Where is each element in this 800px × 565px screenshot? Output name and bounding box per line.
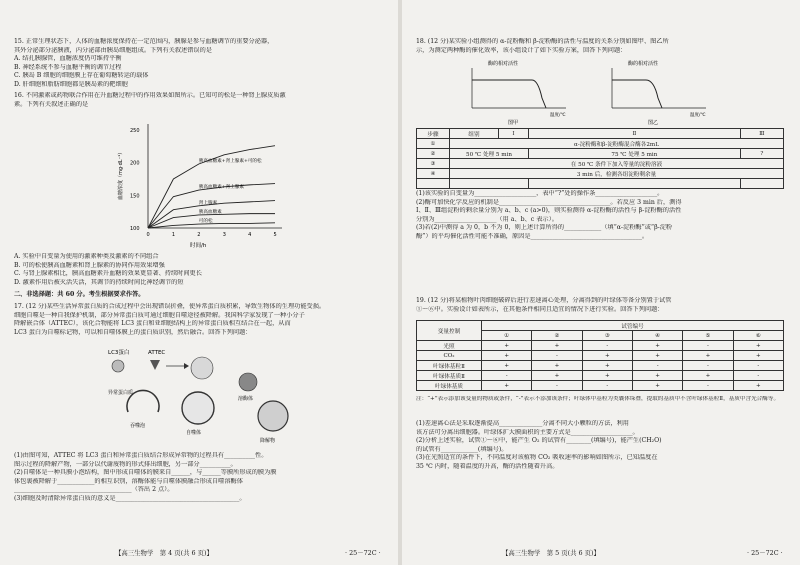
q19-cell: + [482, 341, 532, 351]
q17-sub: 图示过程的降解产物，一部分以代谢废物的形式排出细胞，另一部分__________。 [14, 460, 237, 468]
q17-line: 17. (12 分)某些生活异常蛋白质的合成过程中会出现错误折叠，使异常蛋白质积累，导致生物体的生理功能受损。 [14, 303, 326, 310]
q18-table [416, 128, 784, 189]
q19-cell: + [482, 381, 532, 391]
q17-sub: 体包裹被降解于____________的相互识别，溶酶体能与自噬体膜融合形成自噬溶酶体 [14, 477, 243, 485]
q19-cell: - [482, 371, 532, 381]
q19-cell: - [632, 361, 682, 371]
autophagosome-icon [182, 392, 214, 424]
q18-step: ① [417, 139, 450, 149]
chart-jia-title: 酶的相对活性 [488, 61, 519, 67]
q15-option: B. 神经系统不参与血糖平衡的调节过程 [14, 63, 122, 71]
q18-head-1: Ⅰ [499, 129, 529, 139]
series-label: 胰高血糖素 [198, 209, 222, 215]
q19-cell: - [532, 351, 582, 361]
q18-row [417, 159, 784, 169]
q19-subquestions [416, 420, 786, 472]
q19-cell: + [482, 351, 532, 361]
q18-row [417, 179, 784, 189]
q18-chart-jia [462, 58, 582, 126]
q16-line: 16. 不同激素或药物联合作用在升血糖过程中的作用效果如图所示。已知可的松是一种肾上腺皮质激 [14, 92, 286, 99]
q19-note [416, 396, 786, 404]
q18-line: 18. (12 分)某实验小组测得的 α-淀粉酶和 β-淀粉酶的活性与温度的关系分别如图甲、图乙所 [416, 38, 669, 45]
q16-line: 素。下列有关叙述正确的是 [14, 100, 89, 108]
q19-table-head [417, 321, 784, 331]
q18-cell [740, 179, 783, 189]
q19-cell: - [683, 381, 733, 391]
section-2-title: 二、非选择题：共 60 分。考生根据要求作答。 [14, 291, 145, 298]
q18-row [417, 169, 784, 179]
q19-row [417, 361, 784, 371]
q19-sub: (1)差速离心法是采取逐渐提高______________分离不同大小颗粒的方法，利用 [416, 420, 629, 427]
question-18 [416, 38, 786, 55]
chart-xlabel: 时间/h [190, 243, 207, 249]
lc3-protein-icon [112, 360, 124, 372]
q18-cell: 在 50 ℃ 条件下加入等量的淀粉溶液 [450, 159, 784, 169]
q19-sub: 35 ℃ 内时，随着温度的升高，酶的活性随着升高。 [416, 462, 559, 470]
q16-option: B. 可的松使胰高血糖素和肾上腺素的协同作用效果增强 [14, 261, 165, 269]
label-lc3: LC3蛋白 [108, 350, 130, 356]
q19-cell: - [683, 341, 733, 351]
q18-cell: 3 min 后，检测各组淀粉剩余量 [450, 169, 784, 179]
q19-tube: ① [482, 331, 532, 341]
q19-row-label: 光照 [417, 341, 482, 351]
q17-autophagy-diagram [88, 342, 308, 447]
q18-row [417, 149, 784, 159]
x-tick-label: 0 [146, 232, 150, 238]
q19-row-label: 叶绿体基质Ⅱ [417, 371, 482, 381]
q18-cell: 50 ℃ 处理 5 min [450, 149, 529, 159]
autolysosome-icon [258, 401, 288, 431]
q19-tube: ⑥ [733, 331, 783, 341]
q19-cell: + [733, 341, 783, 351]
q18-cell: α-淀粉酶和β-淀粉酶混合酶各2mL [450, 139, 784, 149]
label-phagophore: 吞噬泡 [130, 423, 146, 429]
q19-cell: - [733, 371, 783, 381]
q16-line-chart [110, 110, 300, 250]
q18-sub: 分别为____________________（用 a、b、c 表示）。 [416, 215, 558, 223]
q19-row-label: CO₂ [417, 351, 482, 361]
left-page [0, 0, 398, 565]
chart-jia-xlabel: 温度/℃ [550, 113, 566, 118]
chart-yi-curve [612, 80, 662, 108]
q15-line: 其外分泌部分泌胰液，内分泌部由胰岛细胞组成。下列有关叙述错误的是 [14, 46, 212, 54]
question-15 [14, 38, 384, 90]
q15-line: 15. 正常生理状态下，人体的血糖浓度保持在一定范围内，胰腺是参与血糖调节的重要分泌器， [14, 38, 274, 45]
y-tick-label: 250 [130, 128, 140, 134]
q18-step: ④ [417, 169, 450, 179]
q15-option: C. 胰岛 B 细胞的细胞膜上存在葡萄糖转运的载体 [14, 72, 149, 80]
arrow-head-icon [184, 363, 189, 369]
q19-row-label: 叶绿体基粒Ⅱ [417, 361, 482, 371]
q18-step [417, 179, 450, 189]
q16-option: D. 激素作用后被灭活失活，其调节的持续时间比神经调节的短 [14, 278, 184, 286]
x-tick-label: 4 [248, 232, 252, 238]
label-lysosome: 溶酶体 [238, 396, 254, 402]
q19-tube: ⑤ [683, 331, 733, 341]
q19-sub: (3)在光照适宜的条件下，不同温度对该植物 CO₂ 吸收速率的影响如图所示，已知温度在 [416, 454, 658, 462]
q18-sub: (2)酶可加快化学反应的机制是____________________________________。若反应 3 min 后，测得 [416, 198, 682, 206]
series-label: 胰高血糖素+肾上腺素+可的松 [198, 158, 262, 164]
label-attec: ATTEC [148, 350, 166, 356]
q19-cell: - [582, 341, 632, 351]
x-tick-label: 2 [197, 232, 201, 238]
q19-cell: + [683, 371, 733, 381]
q19-head-var: 变量控制 [417, 321, 482, 341]
y-tick-label: 100 [130, 226, 140, 232]
complex-icon [191, 357, 213, 379]
left-footer-code: · 25－72C · [345, 549, 381, 557]
q18-cell: 75 ℃ 处理 5 min [529, 149, 741, 159]
q18-line: 示，为测定两种酶的催化效率，该小组设计了如下实验方案，回答下列问题： [416, 46, 627, 54]
label-autophagosome: 自噬体 [186, 430, 202, 436]
chart-jia-curve [472, 80, 546, 108]
question-19 [416, 297, 786, 314]
q19-cell: + [733, 381, 783, 391]
q19-line: ①～⑥中。实验设计如表所示，在其他条件相同且适宜的情况下进行实验。回答下列问题： [416, 305, 664, 313]
q19-cell: + [733, 351, 783, 361]
attec-molecule-icon [150, 360, 160, 370]
label-degraded: 降解物 [260, 438, 276, 444]
y-tick-label: 150 [130, 193, 140, 200]
chart-yi-title: 酶的相对活性 [628, 61, 659, 67]
q18-cell [450, 179, 529, 189]
q17-subquestions [14, 452, 384, 504]
q19-cell: - [532, 381, 582, 391]
q19-cell: + [683, 351, 733, 361]
q19-row [417, 381, 784, 391]
q18-subquestions [416, 190, 786, 242]
right-footer-code: · 25－72C · [747, 549, 783, 557]
q17-sub: (1)由图可知，ATTEC 将 LC3 蛋白和异常蛋白质结合形成异常物的过程具有__________性。 [14, 452, 268, 459]
q19-cell: + [582, 351, 632, 361]
q16-option: C. 与肾上腺素相比，胰高血糖素升血糖的效果更显著、持续时间更长 [14, 270, 202, 278]
q18-head-group: 组别 [450, 129, 499, 139]
q19-tube: ② [532, 331, 582, 341]
chart-yi-xlabel: 温度/℃ [690, 113, 706, 118]
chart-ylabel: 血糖浓度（mg·dL⁻¹） [118, 149, 124, 200]
x-tick-label: 1 [171, 232, 176, 238]
q19-line: 19. (12 分)将某植物叶肉细胞破碎后进行差速离心处理，分离得到的叶绿体等备分别置于试管 [416, 297, 672, 304]
q19-cell: + [632, 351, 682, 361]
q19-cell: + [632, 371, 682, 381]
q19-row-label: 叶绿体基质 [417, 381, 482, 391]
q18-cell [529, 179, 741, 189]
q18-step: ③ [417, 159, 450, 169]
right-footer-title: 【高三生物学 第 5 页(共 6 页)】 [502, 549, 600, 557]
q19-cell: + [632, 381, 682, 391]
q18-table-head [417, 129, 784, 139]
q16-options [14, 253, 384, 287]
q19-note-text: 注：“+”表示添加该变量的物质或条件，“-”表示不添加该条件；叶绿体中基粒为类囊体垛叠，提取的基质中不含叶绿体基粒Ⅱ，基质中含光合酶等。 [416, 396, 780, 402]
chart-yi-caption: 图乙 [648, 120, 659, 126]
q17-line: LC3 蛋白为自噬标记物，可以和自噬体膜上的蛋白质识别，然后融合。回答下列问题： [14, 328, 252, 336]
q17-line: 细胞自噬是一种自我保护机制，部分异常蛋白质可通过细胞自噬途径被降解。我国科学家发现了一种小分子 [14, 311, 305, 319]
series-label: 肾上腺素 [198, 200, 218, 206]
lysosome-icon [239, 373, 257, 391]
q19-sub: (2)分析上述实验，试管①～⑥中，能产生 O₂ 的试管有________(填编号)，能产生(CH₂O) [416, 437, 662, 445]
q18-head-2: Ⅱ [529, 129, 741, 139]
q19-sub: 的试管有____________(填编号)。 [416, 445, 508, 453]
q19-cell: + [632, 341, 682, 351]
q19-cell: + [532, 341, 582, 351]
q17-sub: ______________________________________（答出 2 点）。 [14, 486, 174, 494]
q17-sub: (3)细胞及时清除异常蛋白质的意义是________________________________________。 [14, 494, 246, 502]
q18-sub: 酶”）的平均催化活性可能不准确，原因是____________________________________。 [416, 232, 649, 240]
q19-head-group: 试管编号 [482, 321, 784, 331]
q17-line: 降解嵌合体（ATTEC），该化合物能将 LC3 蛋白和亚细胞结构上的异常蛋白质相互结合在一起，从而 [14, 320, 291, 328]
q19-cell: + [582, 361, 632, 371]
q18-head-step: 步骤 [417, 129, 450, 139]
q16-option: A. 实验中自变量为使用的激素种类及激素的不同组合 [14, 253, 159, 260]
q19-cell: + [582, 371, 632, 381]
q18-cell: ? [740, 149, 783, 159]
q19-cell: + [482, 361, 532, 371]
q19-cell: - [582, 381, 632, 391]
q17-sub: (2)自噬体是一种具膜小泡结构，图中形成自噬体的膜来自______，与______等膜所形成的膜为膜 [14, 469, 277, 477]
label-abnormal-protein: 异常蛋白质 [108, 390, 134, 396]
q19-row [417, 341, 784, 351]
q18-head-3: Ⅲ [740, 129, 783, 139]
q15-option: A. 结扎胰腺管，血糖浓度仍可维持平衡 [14, 55, 122, 63]
q18-sub: Ⅰ、Ⅱ、Ⅲ组淀粉的剩余量分别为 a、b、c (a>0)，则实验测得 α-淀粉酶的活性与 β-淀粉酶的活性 [416, 207, 682, 215]
q18-row [417, 139, 784, 149]
right-page [402, 0, 800, 565]
q18-sub: (1)该实验的自变量为____________________，表中“?”处的操作条____________________。 [416, 190, 664, 197]
chart-jia-caption: 图甲 [508, 120, 519, 126]
q19-row [417, 371, 784, 381]
x-tick-label: 5 [273, 232, 277, 238]
series-label: 胰高血糖素+肾上腺素 [198, 185, 245, 191]
q19-cell: - [733, 361, 783, 371]
q19-tube: ④ [632, 331, 682, 341]
q19-cell: + [532, 371, 582, 381]
q18-sub: (3)若(2)中测得 a 为 0，b 不为 0，则上述计算所得的____________（填“α-淀粉酶”或“β-淀粉 [416, 224, 673, 232]
x-tick-label: 3 [222, 232, 226, 238]
q19-row [417, 351, 784, 361]
q19-tube: ③ [582, 331, 632, 341]
left-footer-title: 【高三生物学 第 4 页(共 6 页)】 [115, 549, 213, 557]
series-label: 可的松 [198, 219, 213, 225]
q19-cell: - [683, 361, 733, 371]
question-16 [14, 92, 384, 109]
y-tick-label: 200 [130, 160, 140, 167]
q18-chart-yi [602, 58, 722, 126]
q19-cell: + [532, 361, 582, 371]
question-17 [14, 303, 384, 337]
q15-option: D. 肝细胞和脂肪细胞都是胰岛素的靶细胞 [14, 80, 128, 88]
q19-sub: 该方法可分离出细胞器。叶绿体扩大膜面积的主要方式是____________________。 [416, 428, 639, 436]
q18-step: ② [417, 149, 450, 159]
q19-table [416, 320, 784, 391]
